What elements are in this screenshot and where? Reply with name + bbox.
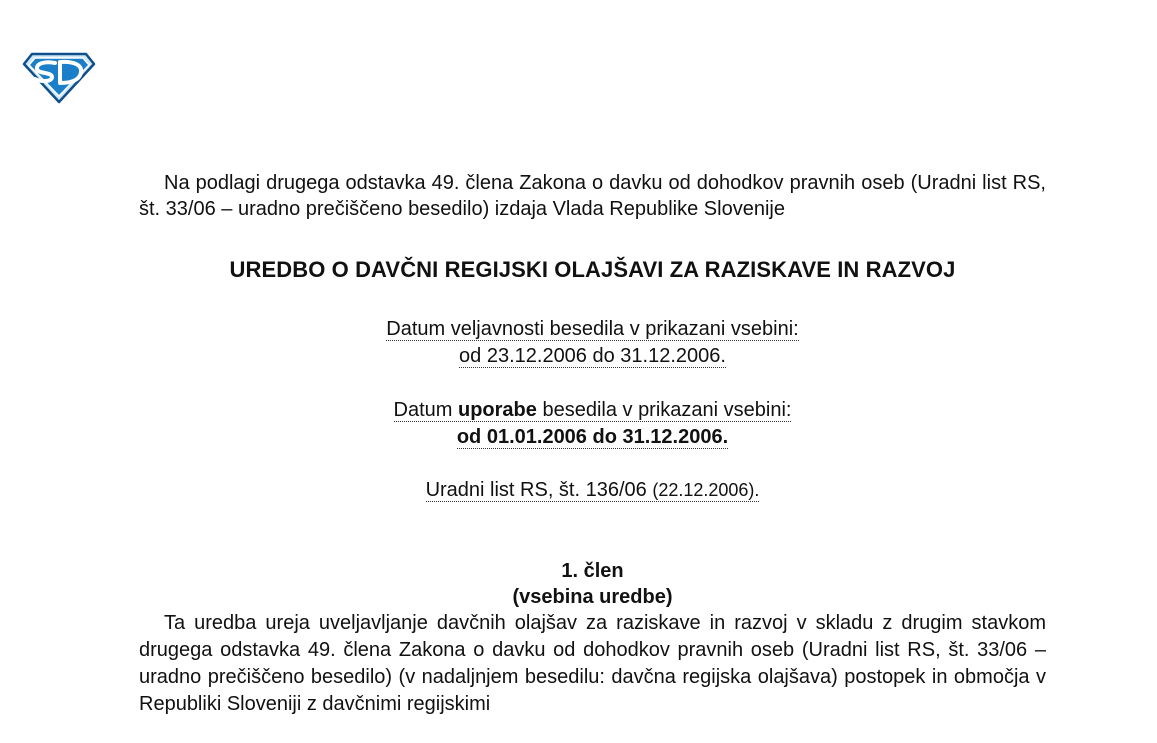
- use-label-pre: Datum: [393, 399, 458, 421]
- validity-range[interactable]: od 23.12.2006 do 31.12.2006.: [459, 345, 726, 367]
- gazette-reference: [139, 477, 1046, 503]
- gazette-ref: Uradni list RS, št. 136/06: [425, 479, 647, 501]
- validity-block: [139, 316, 1046, 370]
- article-text: Ta uredba ureja uveljavljanje davčnih olajšav za raziskave in razvoj v skladu z drugim stavkom drugega odstavka 49. člena Zakona o davku od dohodkov pravnih oseb (Uradni list RS, št. 33/06 – uradno prečiščeno besedilo) (v nadaljnjem besedilu: davčna regijska olajšava) postopek in območja v Republiki Sloveniji z davčnimi regijskimi: [139, 612, 1046, 715]
- validity-label[interactable]: Datum veljavnosti besedila v prikazani vsebini:: [386, 318, 799, 340]
- use-range[interactable]: od 01.01.2006 do 31.12.2006.: [456, 426, 729, 448]
- article-title: (vsebina uredbe): [512, 586, 673, 608]
- preamble-paragraph: Na podlagi drugega odstavka 49. člena Zakona o davku od dohodkov pravnih oseb (Uradni list RS, št. 33/06 – uradno prečiščeno besedilo) izdaja Vlada Republike Slovenije: [139, 172, 1046, 220]
- article-heading: [139, 558, 1046, 610]
- gazette-link[interactable]: [426, 479, 760, 502]
- logo-icon: [22, 50, 96, 104]
- document-title: UREDBO O DAVČNI REGIJSKI OLAJŠAVI ZA RAZISKAVE IN RAZVOJ: [229, 257, 956, 282]
- document-body: [139, 170, 1046, 718]
- use-label[interactable]: [394, 399, 792, 422]
- use-label-post: besedila v prikazani vsebini:: [536, 399, 792, 421]
- gazette-date: (22.12.2006).: [652, 480, 760, 500]
- use-label-bold: uporabe: [457, 399, 537, 421]
- article-number: 1. člen: [561, 560, 624, 582]
- use-block: [139, 397, 1046, 451]
